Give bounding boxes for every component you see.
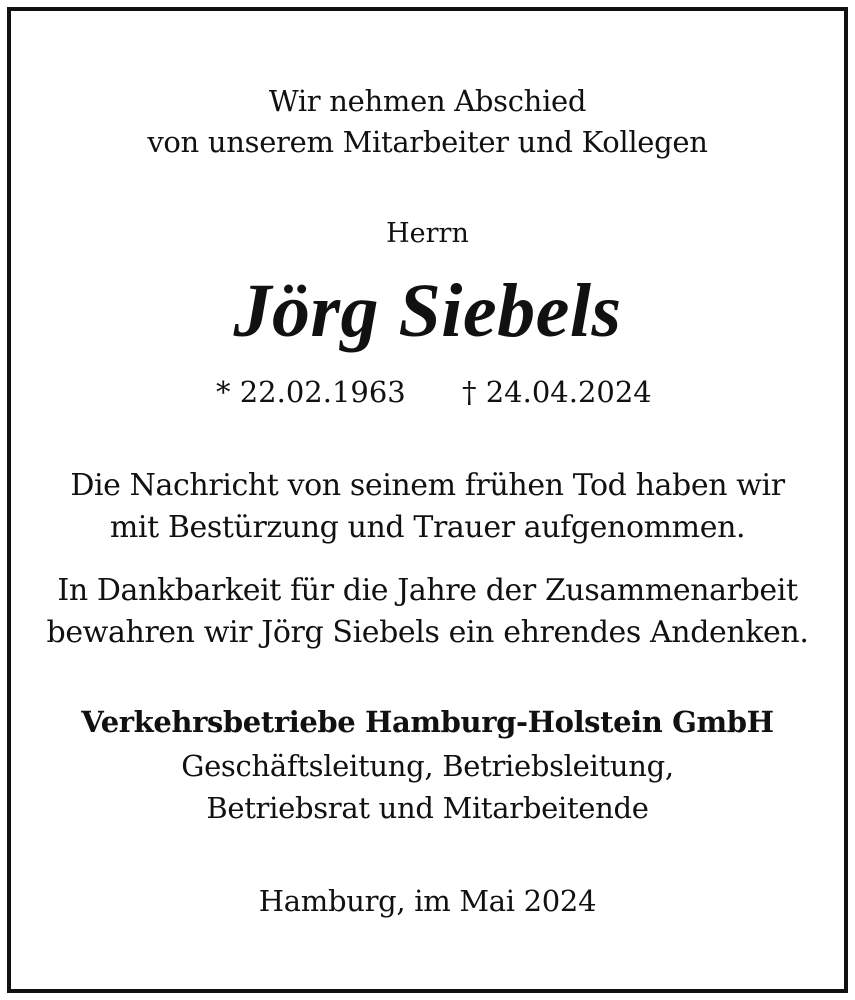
company-name: Verkehrsbetriebe Hamburg-Holstein GmbH: [81, 705, 774, 739]
birth-date: * 22.02.1963: [216, 375, 406, 409]
death-date: † 24.04.2024: [462, 375, 652, 409]
place-date: Hamburg, im Mai 2024: [258, 884, 597, 918]
salutation: Herrn: [386, 218, 469, 249]
signers-line-2: Betriebsrat und Mitarbeitende: [206, 791, 649, 825]
deceased-name: Jörg Siebels: [233, 269, 622, 353]
message-line-1: Die Nachricht von seinem frühen Tod haben wir: [70, 468, 785, 503]
life-dates: [0, 375, 855, 415]
gratitude-line-2: bewahren wir Jörg Siebels ein ehrendes Andenken.: [46, 615, 809, 650]
intro-line-2: von unserem Mitarbeiter und Kollegen: [147, 125, 708, 159]
gratitude-line-1: In Dankbarkeit für die Jahre der Zusammenarbeit: [57, 573, 798, 608]
message-line-2: mit Bestürzung und Trauer aufgenommen.: [109, 510, 746, 545]
intro-line-1: Wir nehmen Abschied: [268, 84, 587, 118]
signers-line-1: Geschäftsleitung, Betriebsleitung,: [181, 749, 674, 783]
